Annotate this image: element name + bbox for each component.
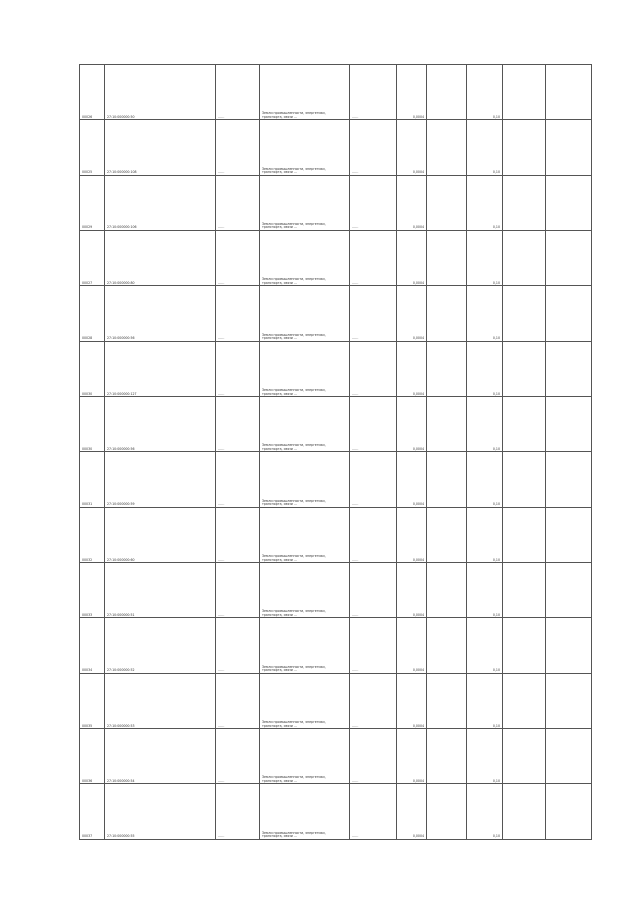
- table-row: [80, 231, 592, 286]
- cadastral-number: 27:10:000000:56: [105, 286, 216, 341]
- empty-cell: [503, 673, 546, 728]
- row-id: 00031: [80, 452, 105, 507]
- location-description: [216, 729, 260, 784]
- purpose: ……: [350, 175, 397, 230]
- row-id: 00035: [80, 673, 105, 728]
- land-category: [260, 784, 350, 839]
- location-text: ……: [218, 114, 225, 119]
- row-id: 00030: [80, 397, 105, 452]
- row-id: 00033: [80, 563, 105, 618]
- purpose: ……: [350, 507, 397, 562]
- value-cell: 0,10: [467, 341, 503, 396]
- location-text: ……: [218, 557, 225, 562]
- location-description: [216, 120, 260, 175]
- land-category: [260, 673, 350, 728]
- value-cell: 0,10: [467, 507, 503, 562]
- location-text: ……: [218, 502, 225, 507]
- empty-cell: [503, 231, 546, 286]
- empty-cell: [503, 563, 546, 618]
- location-description: [216, 175, 260, 230]
- register-table: [79, 64, 592, 840]
- cadastral-number: 27:10:000000:60: [105, 507, 216, 562]
- row-id: 00028: [80, 286, 105, 341]
- row-id: 00032: [80, 507, 105, 562]
- location-text: ……: [218, 280, 225, 285]
- empty-cell: [427, 120, 467, 175]
- category-text: Земли промышленности, энергетики, транспорта, связи …: [262, 111, 326, 119]
- land-category: [260, 175, 350, 230]
- location-text: ……: [218, 668, 225, 673]
- empty-cell: [427, 563, 467, 618]
- purpose: ……: [350, 618, 397, 673]
- location-description: [216, 341, 260, 396]
- row-id: 00027: [80, 231, 105, 286]
- purpose: ……: [350, 65, 397, 120]
- category-text: Земли промышленности, энергетики, транспорта, связи …: [262, 221, 326, 230]
- land-category: [260, 618, 350, 673]
- location-text: ……: [218, 778, 225, 783]
- empty-cell: [427, 452, 467, 507]
- purpose: ……: [350, 120, 397, 175]
- purpose: ……: [350, 231, 397, 286]
- row-id: 00026: [80, 65, 105, 120]
- location-description: [216, 507, 260, 562]
- cadastral-number: 27:10:000000:80: [105, 231, 216, 286]
- empty-cell: [427, 618, 467, 673]
- area-value: 0,0004: [397, 784, 427, 839]
- table-row: [80, 120, 592, 175]
- row-id: 00034: [80, 618, 105, 673]
- row-id: 00037: [80, 784, 105, 839]
- value-cell: 0,10: [467, 65, 503, 120]
- value-cell: 0,10: [467, 452, 503, 507]
- area-value: 0,0004: [397, 397, 427, 452]
- empty-cell: [546, 65, 592, 120]
- empty-cell: [427, 729, 467, 784]
- location-description: [216, 452, 260, 507]
- table-row: [80, 286, 592, 341]
- table-row: [80, 452, 592, 507]
- category-text: Земли промышленности, энергетики, транспорта, связи …: [262, 609, 326, 617]
- value-cell: 0,10: [467, 729, 503, 784]
- area-value: 0,0004: [397, 341, 427, 396]
- value-cell: 0,10: [467, 618, 503, 673]
- purpose: ……: [350, 341, 397, 396]
- value-cell: 0,10: [467, 784, 503, 839]
- value-cell: 0,10: [467, 120, 503, 175]
- cadastral-number: 27:10:000000:59: [105, 452, 216, 507]
- empty-cell: [546, 673, 592, 728]
- empty-cell: [427, 231, 467, 286]
- land-category: [260, 563, 350, 618]
- location-description: [216, 231, 260, 286]
- empty-cell: [546, 729, 592, 784]
- cadastral-number: 27:10:000000:53: [105, 673, 216, 728]
- cadastral-number: 27:10:000000:56: [105, 397, 216, 452]
- cadastral-number: 27:10:000000:106: [105, 175, 216, 230]
- category-text: Земли промышленности, энергетики, транспорта, связи …: [262, 775, 326, 783]
- purpose: ……: [350, 397, 397, 452]
- empty-cell: [503, 452, 546, 507]
- row-id: 00029: [80, 175, 105, 230]
- category-text: Земли промышленности, энергетики, транспорта, связи …: [262, 387, 326, 396]
- table-row: [80, 397, 592, 452]
- category-text: Земли промышленности, энергетики, транспорта, связи …: [262, 166, 326, 175]
- location-text: ……: [218, 612, 225, 617]
- empty-cell: [546, 231, 592, 286]
- area-value: 0,0004: [397, 507, 427, 562]
- empty-cell: [503, 729, 546, 784]
- purpose: ……: [350, 729, 397, 784]
- category-text: Земли промышленности, энергетики, транспорта, связи …: [262, 830, 326, 839]
- land-category: [260, 231, 350, 286]
- cadastral-number: 27:10:000000:50: [105, 65, 216, 120]
- empty-cell: [503, 341, 546, 396]
- location-description: [216, 286, 260, 341]
- empty-cell: [427, 175, 467, 230]
- value-cell: 0,10: [467, 563, 503, 618]
- register-sheet: [79, 64, 591, 840]
- empty-cell: [546, 175, 592, 230]
- empty-cell: [427, 286, 467, 341]
- empty-cell: [546, 784, 592, 839]
- land-category: [260, 341, 350, 396]
- cadastral-number: 27:10:000000:55: [105, 784, 216, 839]
- area-value: 0,0004: [397, 175, 427, 230]
- location-text: ……: [218, 723, 225, 728]
- value-cell: 0,10: [467, 286, 503, 341]
- location-text: ……: [218, 336, 225, 341]
- table-row: [80, 175, 592, 230]
- purpose: ……: [350, 673, 397, 728]
- row-id: 00030: [80, 341, 105, 396]
- empty-cell: [427, 341, 467, 396]
- land-category: [260, 452, 350, 507]
- category-text: Земли промышленности, энергетики, транспорта, связи …: [262, 720, 326, 728]
- cadastral-number: 27:10:000000:54: [105, 729, 216, 784]
- area-value: 0,0004: [397, 65, 427, 120]
- empty-cell: [427, 507, 467, 562]
- location-text: ……: [218, 170, 225, 175]
- category-text: Земли промышленности, энергетики, транспорта, связи …: [262, 443, 326, 451]
- empty-cell: [546, 507, 592, 562]
- empty-cell: [503, 120, 546, 175]
- purpose: ……: [350, 784, 397, 839]
- table-row: [80, 784, 592, 839]
- empty-cell: [503, 175, 546, 230]
- table-row: [80, 65, 592, 120]
- land-category: [260, 65, 350, 120]
- empty-cell: [427, 673, 467, 728]
- purpose: ……: [350, 452, 397, 507]
- empty-cell: [546, 397, 592, 452]
- table-row: [80, 563, 592, 618]
- empty-cell: [546, 286, 592, 341]
- empty-cell: [427, 397, 467, 452]
- area-value: 0,0004: [397, 286, 427, 341]
- land-category: [260, 286, 350, 341]
- location-description: [216, 397, 260, 452]
- empty-cell: [427, 784, 467, 839]
- area-value: 0,0004: [397, 729, 427, 784]
- empty-cell: [503, 286, 546, 341]
- category-text: Земли промышленности, энергетики, транспорта, связи …: [262, 277, 326, 285]
- category-text: Земли промышленности, энергетики, транспорта, связи …: [262, 498, 326, 507]
- value-cell: 0,10: [467, 397, 503, 452]
- empty-cell: [546, 120, 592, 175]
- category-text: Земли промышленности, энергетики, транспорта, связи …: [262, 664, 326, 673]
- empty-cell: [546, 618, 592, 673]
- location-description: [216, 618, 260, 673]
- empty-cell: [503, 397, 546, 452]
- purpose: ……: [350, 563, 397, 618]
- land-category: [260, 397, 350, 452]
- location-text: ……: [218, 391, 225, 396]
- location-description: [216, 563, 260, 618]
- cadastral-number: 27:10:000000:52: [105, 618, 216, 673]
- purpose: ……: [350, 286, 397, 341]
- cadastral-number: 27:10:000000:51: [105, 563, 216, 618]
- category-text: Земли промышленности, энергетики, транспорта, связи …: [262, 554, 326, 562]
- location-description: [216, 65, 260, 120]
- location-text: ……: [218, 225, 225, 230]
- area-value: 0,0004: [397, 618, 427, 673]
- empty-cell: [503, 784, 546, 839]
- empty-cell: [503, 507, 546, 562]
- cadastral-number: 27:10:000000:127: [105, 341, 216, 396]
- land-category: [260, 507, 350, 562]
- empty-cell: [546, 563, 592, 618]
- row-id: 00036: [80, 729, 105, 784]
- land-category: [260, 120, 350, 175]
- empty-cell: [503, 65, 546, 120]
- location-description: [216, 784, 260, 839]
- area-value: 0,0004: [397, 563, 427, 618]
- land-category: [260, 729, 350, 784]
- empty-cell: [546, 452, 592, 507]
- area-value: 0,0004: [397, 231, 427, 286]
- table-row: [80, 341, 592, 396]
- location-text: ……: [218, 446, 225, 451]
- table-row: [80, 673, 592, 728]
- cadastral-number: 27:10:000000:108: [105, 120, 216, 175]
- empty-cell: [427, 65, 467, 120]
- location-text: ……: [218, 834, 225, 839]
- table-row: [80, 618, 592, 673]
- row-id: 00025: [80, 120, 105, 175]
- area-value: 0,0004: [397, 673, 427, 728]
- area-value: 0,0004: [397, 120, 427, 175]
- location-description: [216, 673, 260, 728]
- value-cell: 0,10: [467, 231, 503, 286]
- empty-cell: [546, 341, 592, 396]
- value-cell: 0,10: [467, 175, 503, 230]
- category-text: Земли промышленности, энергетики, транспорта, связи …: [262, 332, 326, 341]
- empty-cell: [503, 618, 546, 673]
- area-value: 0,0004: [397, 452, 427, 507]
- value-cell: 0,10: [467, 673, 503, 728]
- table-row: [80, 729, 592, 784]
- table-row: [80, 507, 592, 562]
